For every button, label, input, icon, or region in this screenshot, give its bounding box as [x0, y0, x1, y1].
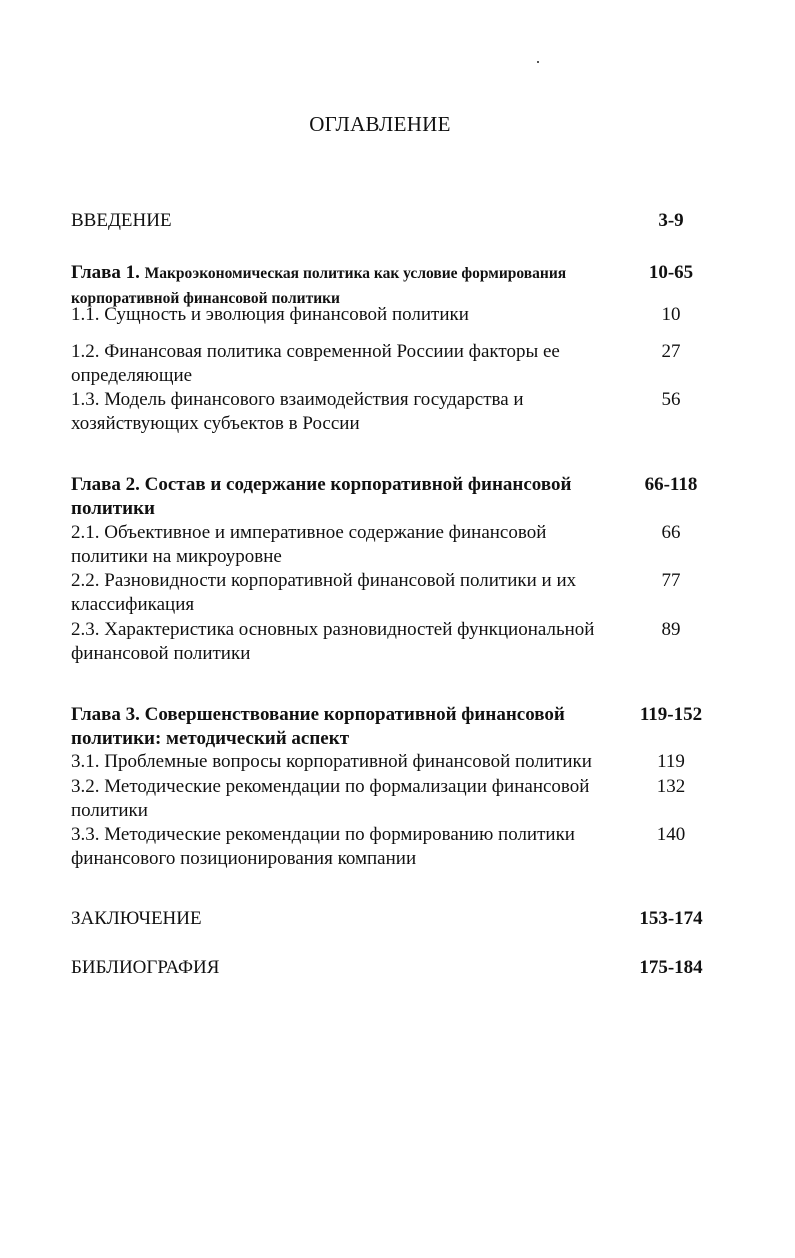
section-label: 1.3. Модель финансового взаимодействия государства и хозяйствующих субъектов в России: [71, 389, 524, 434]
chapter-pages: 119-152: [639, 704, 703, 725]
toc-chapter-3: [71, 703, 711, 751]
toc-section-2-3: [71, 618, 711, 666]
section-page: 132: [656, 776, 686, 797]
section-label: 2.2. Разновидности корпоративной финансовой политики и их классификация: [71, 570, 577, 615]
entry-pages: 153-174: [639, 908, 703, 929]
section-label: 1.1. Сущность и эволюция финансовой политики: [71, 304, 469, 325]
entry-label: ЗАКЛЮЧЕНИЕ: [71, 908, 202, 929]
section-label: 3.3. Методические рекомендации по формированию политики финансового позиционирования компании: [71, 824, 575, 869]
toc-section-1-1: [71, 303, 711, 327]
section-label: 3.2. Методические рекомендации по формализации финансовой политики: [71, 776, 590, 821]
toc-section-1-2: [71, 340, 711, 388]
toc-section-1-3: [71, 388, 711, 436]
chapter-pages: 66-118: [644, 474, 698, 495]
toc-entry-conclusion: [71, 907, 711, 931]
section-label: 1.2. Финансовая политика современной Россиии факторы ее определяющие: [71, 341, 560, 386]
chapter-prefix: Глава 1.: [71, 262, 140, 283]
toc-entry-introduction: [71, 209, 711, 233]
chapter-title: Глава 3. Совершенствование корпоративной финансовой политики: методический аспект: [71, 704, 565, 749]
toc-section-2-1: [71, 521, 711, 569]
section-page: 10: [661, 304, 681, 325]
section-label: 2.3. Характеристика основных разновидностей функциональной финансовой политики: [71, 619, 595, 664]
section-page: 89: [661, 619, 681, 640]
section-page: 77: [661, 570, 681, 591]
scan-speck: [537, 61, 539, 63]
chapter-title: Макроэкономическая политика как условие формирования корпоративной финансовой политики: [71, 265, 567, 307]
entry-pages: 3-9: [658, 210, 684, 231]
section-page: 119: [657, 751, 685, 772]
section-page: 27: [661, 341, 681, 362]
chapter-pages: 10-65: [648, 262, 694, 283]
section-label: 3.1. Проблемные вопросы корпоративной финансовой политики: [71, 751, 592, 772]
toc-chapter-2: [71, 473, 711, 521]
chapter-title: Глава 2. Состав и содержание корпоративной финансовой политики: [71, 474, 572, 519]
toc-section-2-2: [71, 569, 711, 617]
entry-label: БИБЛИОГРАФИЯ: [71, 957, 220, 978]
toc-section-3-1: [71, 750, 711, 774]
toc-entry-bibliography: [71, 956, 711, 980]
section-page: 56: [661, 389, 681, 410]
toc-section-3-2: [71, 775, 711, 823]
section-label: 2.1. Объективное и императивное содержание финансовой политики на микроуровне: [71, 522, 547, 567]
toc-section-3-3: [71, 823, 711, 871]
entry-label: ВВЕДЕНИЕ: [71, 210, 172, 231]
page-title: ОГЛАВЛЕНИЕ: [309, 112, 451, 136]
entry-pages: 175-184: [639, 957, 703, 978]
section-page: 140: [656, 824, 686, 845]
section-page: 66: [661, 522, 681, 543]
